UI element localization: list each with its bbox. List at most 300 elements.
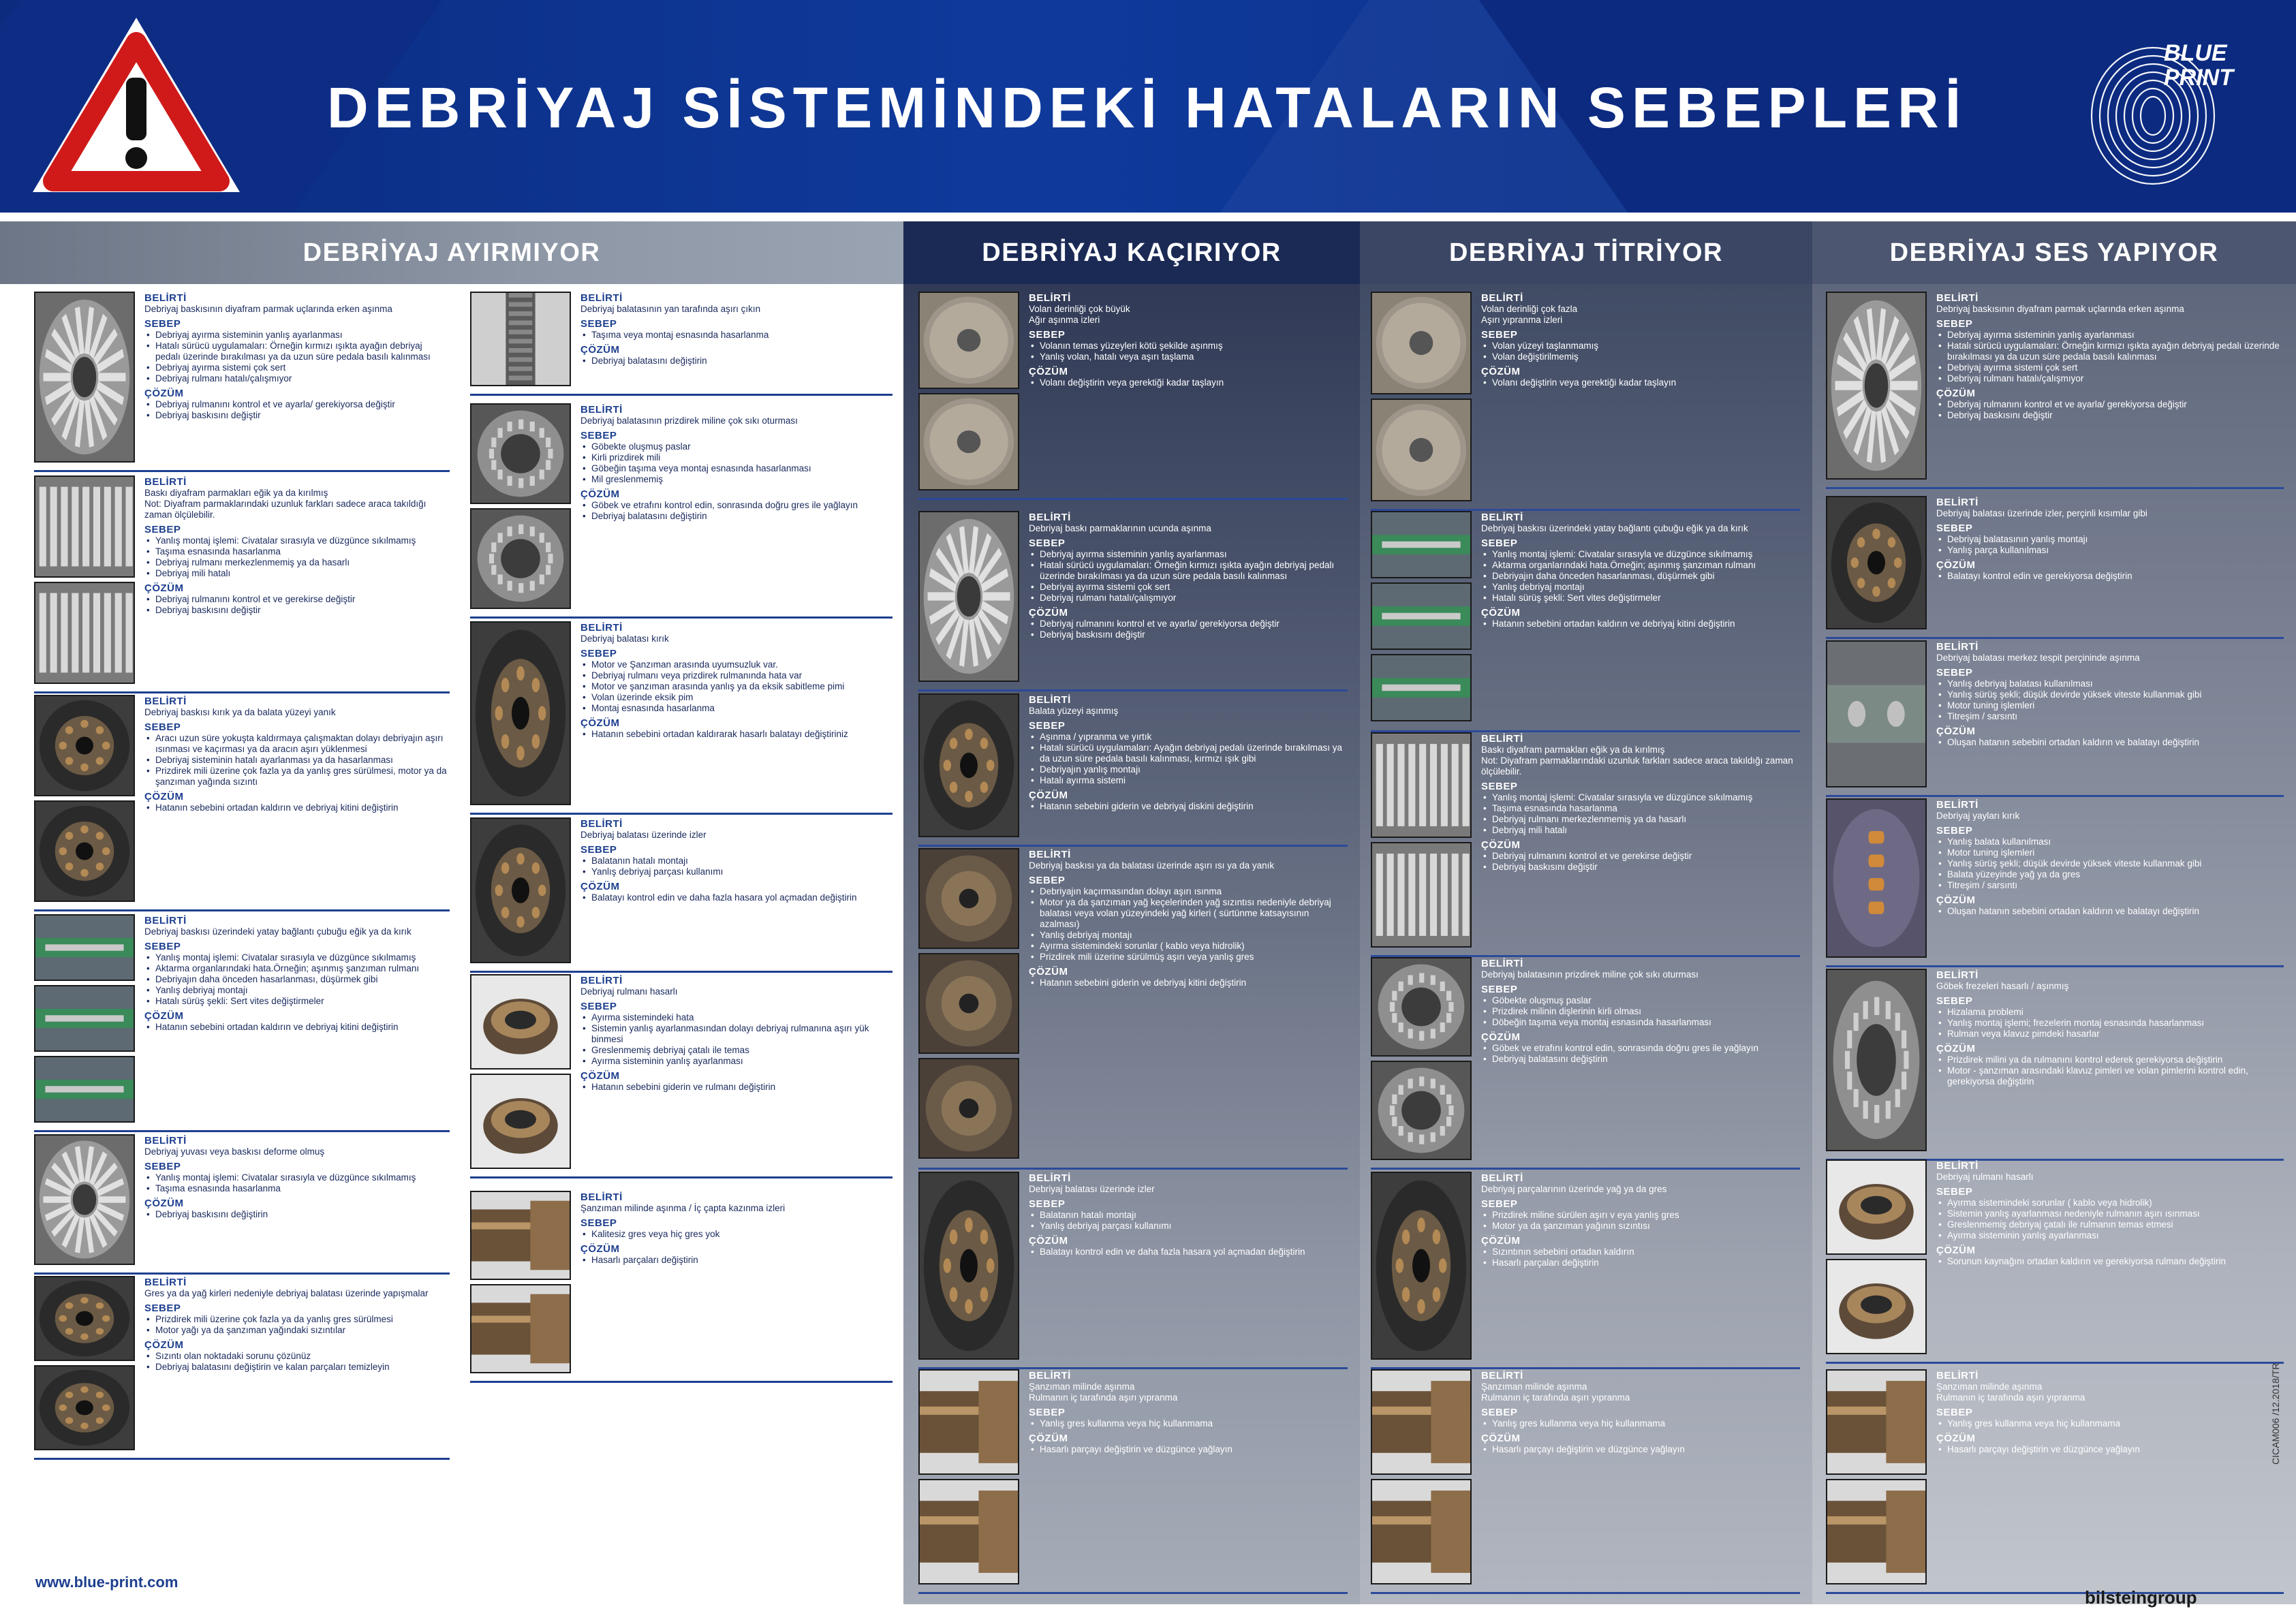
divider xyxy=(470,971,893,973)
list-item: • Debriyaj rulmanı hatalı/çalışmıyor xyxy=(1936,373,2281,384)
part-photo xyxy=(918,848,1019,949)
list-item: • Aşınma / yıpranma ve yırtık xyxy=(1029,732,1345,743)
bullet-list xyxy=(580,441,890,485)
bullet-list xyxy=(1481,549,1797,604)
bullet-list xyxy=(1481,995,1797,1028)
list-item: • Göbekte oluşmuş paslar xyxy=(580,441,890,452)
part-photo xyxy=(918,292,1019,389)
section-label: ÇÖZÜM xyxy=(580,717,620,729)
list-item: • Motor ya da şanzıman yağının sızıntısı xyxy=(1481,1221,1797,1232)
list-item: • Göbek ve etrafını kontrol edin, sonrasında doğru gres ile yağlayın xyxy=(1481,1043,1797,1054)
list-item: • Yanlış volan, hatalı veya aşırı taşlama xyxy=(1029,352,1345,362)
symptom-text: Debriyaj baskısının diyafram parmak uçlarında erken aşınma xyxy=(144,304,392,314)
section-label: BELİRTİ xyxy=(1936,1370,1979,1381)
symptom-text: Aşırı yıpranma izleri xyxy=(1481,315,1563,325)
section-label: SEBEP xyxy=(1936,1407,1973,1418)
section-label: ÇÖZÜM xyxy=(580,1243,620,1255)
list-item: • Taşıma veya montaj esnasında hasarlanma xyxy=(580,330,890,341)
bullet-list xyxy=(1029,341,1345,362)
section-label: SEBEP xyxy=(580,844,617,856)
section-label: SEBEP xyxy=(1936,825,1973,837)
section-label: SEBEP xyxy=(1481,1407,1518,1418)
section-label: ÇÖZÜM xyxy=(1029,1433,1068,1444)
section-label: ÇÖZÜM xyxy=(1481,1433,1521,1444)
bullet-list xyxy=(1936,571,2281,582)
list-item: • Motor ve şanzıman arasında yanlış ya da eksik sabitleme pimi xyxy=(580,681,890,692)
symptom-text: Debriyaj baskısı üzerindeki yatay bağlantı çubuğu eğik ya da kırık xyxy=(1481,523,1748,533)
part-photo xyxy=(1826,798,1927,958)
section-label: SEBEP xyxy=(1029,720,1066,732)
list-item: • Hasarlı parçaları değiştirin xyxy=(1481,1258,1797,1268)
section-label: ÇÖZÜM xyxy=(1029,966,1068,978)
column-title-ayirmiyor: DEBRİYAJ AYIRMIYOR xyxy=(302,238,601,267)
section-label: BELİRTİ xyxy=(144,1277,187,1288)
list-item: • Yanlış montaj işlemi: Civatalar sırasıyla ve düzgünce sıkılmamış xyxy=(1481,549,1797,560)
list-item: • Volanı değiştirin veya gerektiği kadar taşlayın xyxy=(1029,377,1345,388)
section-label: BELİRTİ xyxy=(1936,969,1979,981)
bullet-list xyxy=(1029,978,1345,988)
part-photo xyxy=(1371,842,1472,948)
section-label: SEBEP xyxy=(580,1217,617,1229)
bullet-list xyxy=(580,1082,890,1093)
bullet-list xyxy=(1936,1418,2281,1429)
divider xyxy=(918,845,1348,847)
entry-e3 xyxy=(1826,640,2284,797)
bullet-list xyxy=(1029,732,1345,786)
bullet-list xyxy=(144,1351,447,1373)
entry-e4 xyxy=(1826,798,2284,967)
divider xyxy=(1371,1168,1800,1170)
divider xyxy=(918,689,1348,691)
list-item: • Balatayı kontrol edin ve daha fazla hasara yol açmadan değiştirin xyxy=(1029,1247,1345,1258)
section-label: SEBEP xyxy=(1481,329,1518,341)
list-item: • Titreşim / sarsıntı xyxy=(1936,711,2281,722)
part-photo xyxy=(34,1365,135,1450)
part-photo xyxy=(1826,640,1927,787)
list-item: • Hasarlı parçayı değiştirin ve düzgünce yağlayın xyxy=(1936,1444,2281,1455)
entry-d5 xyxy=(1371,1172,1800,1369)
entry-b4 xyxy=(470,817,893,973)
list-item: • Prizdirek mili üzerine çok fazla ya da yanlış gres sürülmesi xyxy=(144,1314,447,1325)
list-item: • Debriyaj ayırma sisteminin yanlış ayarlanması xyxy=(144,330,447,341)
section-label: BELİRTİ xyxy=(1936,799,1979,811)
document-code: CICAM006 /12.2018/TR xyxy=(2270,1362,2281,1465)
section-label: ÇÖZÜM xyxy=(144,791,184,802)
section-label: BELİRTİ xyxy=(1481,958,1523,969)
part-photo xyxy=(1826,1369,1927,1475)
part-photo xyxy=(918,693,1019,837)
bullet-list xyxy=(1029,549,1345,604)
section-label: SEBEP xyxy=(1029,1407,1066,1418)
list-item: • Debriyaj rulmanı merkezlenmemiş ya da hasarlı xyxy=(1481,814,1797,825)
list-item: • Debriyaj baskısını değiştir xyxy=(1936,410,2281,421)
section-label: ÇÖZÜM xyxy=(580,881,620,892)
section-label: BELİRTİ xyxy=(144,1135,187,1146)
symptom-text: Göbek frezeleri hasarlı / aşınmış xyxy=(1936,981,2069,991)
section-label: BELİRTİ xyxy=(1936,1160,1979,1172)
entry-e5 xyxy=(1826,969,2284,1161)
list-item: • Debriyaj baskısını değiştir xyxy=(1029,629,1345,640)
list-item: • Yanlış montaj işlemi; frezelerin montaj esnasında hasarlanması xyxy=(1936,1018,2281,1029)
section-label: ÇÖZÜM xyxy=(580,488,620,500)
list-item: • Yanlış debriyaj balatası kullanılması xyxy=(1936,678,2281,689)
part-photo xyxy=(470,974,571,1069)
list-item: • Debriyaj ayırma sistemi çok sert xyxy=(1029,582,1345,593)
bullet-list xyxy=(1029,1247,1345,1258)
part-photo xyxy=(34,1134,135,1265)
section-label: ÇÖZÜM xyxy=(1936,559,1976,571)
bullet-list xyxy=(580,729,890,740)
entry-a5 xyxy=(34,1134,450,1275)
list-item: • Hatalı sürücü uygulamaları: Örneğin kırmızı ışıkta ayağın debriyaj pedalı üzerinde bırakılması ya da uzun süre pedala basılı kalınması xyxy=(1936,341,2281,362)
part-photo xyxy=(1371,511,1472,578)
list-item: • Debriyaj ayırma sistemi çok sert xyxy=(1936,362,2281,373)
bullet-list xyxy=(144,802,447,813)
divider xyxy=(918,498,1348,500)
list-item: • Debriyajın daha önceden hasarlanması, düşürmek gibi xyxy=(1481,571,1797,582)
symptom-text: Baskı diyafram parmakları eğik ya da kırılmış xyxy=(144,488,328,498)
divider xyxy=(1826,1592,2284,1594)
part-photo xyxy=(470,508,571,609)
entry-c6 xyxy=(918,1369,1348,1594)
part-photo xyxy=(1371,1172,1472,1360)
symptom-text: Debriyaj balatasının prizdirek miline çok sıkı oturması xyxy=(1481,969,1698,980)
section-label: ÇÖZÜM xyxy=(144,1010,184,1022)
entry-e2 xyxy=(1826,496,2284,639)
section-label: BELİRTİ xyxy=(1936,641,1979,653)
list-item: • Göbek ve etrafını kontrol edin, sonrasında doğru gres ile yağlayın xyxy=(580,500,890,511)
section-label: ÇÖZÜM xyxy=(1029,790,1068,801)
section-label: BELİRTİ xyxy=(144,292,187,304)
entry-e6 xyxy=(1826,1159,2284,1364)
list-item: • Balata yüzeyinde yağ ya da gres xyxy=(1936,869,2281,880)
list-item: • Debriyaj rulmanını kontrol et ve gerekirse değiştir xyxy=(144,594,447,605)
list-item: • Ayırma sisteminin yanlış ayarlanması xyxy=(1936,1230,2281,1241)
list-item: • Yanlış gres kullanma veya hiç kullanmama xyxy=(1029,1418,1345,1429)
entry-c4 xyxy=(918,848,1348,1170)
list-item: • Oluşan hatanın sebebini ortadan kaldırın ve balatayı değiştirin xyxy=(1936,737,2281,748)
section-label: BELİRTİ xyxy=(1029,512,1071,523)
bullet-list xyxy=(1936,1256,2281,1267)
list-item: • Taşıma esnasında hasarlanma xyxy=(1481,803,1797,814)
note-text: Not: Diyafram parmaklarındaki uzunluk farkları sadece araca takıldığı zaman ölçülebilir. xyxy=(1481,755,1793,777)
bullet-list xyxy=(580,892,890,903)
section-label: BELİRTİ xyxy=(580,622,623,634)
symptom-text: Debriyaj yuvası veya baskısı deforme olmuş xyxy=(144,1146,325,1157)
bullet-list xyxy=(1936,1007,2281,1040)
divider xyxy=(1826,965,2284,967)
note-text: Not: Diyafram parmaklarındaki uzunluk farkları sadece araca takıldığı zaman ölçülebilir. xyxy=(144,499,426,520)
list-item: • Hatalı ayırma sistemi xyxy=(1029,775,1345,786)
list-item: • Greslenmemiş debriyaj çatalı ile rulmanın temas etmesi xyxy=(1936,1219,2281,1230)
symptom-text: Debriyaj rulmanı hasarlı xyxy=(1936,1172,2034,1182)
list-item: • Mil greslenmemiş xyxy=(580,474,890,485)
list-item: • Motor yağı ya da şanzıman yağındaki sızıntılar xyxy=(144,1325,447,1336)
list-item: • Taşıma esnasında hasarlanma xyxy=(144,1183,447,1194)
list-item: • Yanlış montaj işlemi: Civatalar sırasıyla ve düzgünce sıkılmamış xyxy=(144,1172,447,1183)
divider xyxy=(34,1130,450,1132)
list-item: • Debriyaj balatasının yanlış montajı xyxy=(1936,534,2281,545)
part-photo xyxy=(470,621,571,805)
list-item: • Hatalı sürücü uygulamaları: Örneğin kırmızı ışıkta ayağın debriyaj pedalı üzerinde bırakılması ya da uzun süre pedala basılı kalınması xyxy=(1029,560,1345,582)
list-item: • Ayırma sistemindeki hata xyxy=(580,1012,890,1023)
symptom-text: Debriyaj rulmanı hasarlı xyxy=(580,986,678,997)
section-label: BELİRTİ xyxy=(1029,694,1071,706)
bullet-list xyxy=(144,594,447,616)
part-photo xyxy=(1826,496,1927,629)
divider xyxy=(1371,1592,1800,1594)
part-photo xyxy=(918,1058,1019,1159)
bullet-list xyxy=(1029,886,1345,963)
section-label: BELİRTİ xyxy=(1481,292,1523,304)
section-label: SEBEP xyxy=(1936,522,1973,534)
section-label: SEBEP xyxy=(580,318,617,330)
bullet-list xyxy=(1481,851,1797,873)
list-item: • Oluşan hatanın sebebini ortadan kaldırın ve balatayı değiştirin xyxy=(1936,906,2281,917)
list-item: • Debriyaj ayırma sisteminin yanlış ayarlanması xyxy=(1029,549,1345,560)
bullet-list xyxy=(1936,837,2281,891)
list-item: • Motor tuning işlemleri xyxy=(1936,700,2281,711)
section-label: BELİRTİ xyxy=(1029,1370,1071,1381)
symptom-text: Ağır aşınma izleri xyxy=(1029,315,1100,325)
list-item: • Göbekte oluşmuş paslar xyxy=(1481,995,1797,1006)
part-photo xyxy=(1371,654,1472,721)
bullet-list xyxy=(1936,737,2281,748)
bullet-list xyxy=(144,733,447,787)
section-label: SEBEP xyxy=(1029,537,1066,549)
section-label: ÇÖZÜM xyxy=(1936,725,1976,737)
entry-b5 xyxy=(470,974,893,1178)
list-item: • Volan değiştirilmemiş xyxy=(1481,352,1797,362)
list-item: • Hatanın sebebini ortadan kaldırın ve debriyaj kitini değiştirin xyxy=(1481,619,1797,629)
symptom-text: Rulmanın iç tarafında aşırı yıpranma xyxy=(1481,1392,1630,1403)
bullet-list xyxy=(1936,906,2281,917)
bullet-list xyxy=(1936,678,2281,722)
symptom-text: Debriyaj balatası merkez tespit perçininde aşınma xyxy=(1936,653,2140,663)
column-title-titriyor: DEBRİYAJ TİTRİYOR xyxy=(1360,221,1812,284)
entry-a4 xyxy=(34,914,450,1132)
part-photo xyxy=(1826,1159,1927,1255)
part-photo xyxy=(918,393,1019,490)
list-item: • Sorunun kaynağını ortadan kaldırın ve gerekiyorsa rulmanı değiştirin xyxy=(1936,1256,2281,1267)
list-item: • Debriyaj balatasını değiştirin xyxy=(1481,1054,1797,1065)
list-item: • Ayırma sistemindeki sorunlar ( kablo veya hidrolik) xyxy=(1936,1198,2281,1208)
section-label: BELİRTİ xyxy=(1481,512,1523,523)
divider xyxy=(1826,487,2284,489)
part-photo xyxy=(918,511,1019,682)
part-photo xyxy=(470,817,571,963)
bullet-list xyxy=(1029,801,1345,812)
section-label: SEBEP xyxy=(144,1302,181,1314)
bullet-list xyxy=(580,1229,890,1240)
section-label: ÇÖZÜM xyxy=(144,1198,184,1209)
symptom-text: Debriyaj balatası kırık xyxy=(580,634,669,644)
list-item: • Sızıntının sebebini ortadan kaldırın xyxy=(1481,1247,1797,1258)
part-photo xyxy=(470,1284,571,1373)
list-item: • Hatanın sebebini ortadan kaldırarak hasarlı balatayı değiştiriniz xyxy=(580,729,890,740)
symptom-text: Debriyaj balatasının yan tarafında aşırı çıkın xyxy=(580,304,761,314)
bullet-list xyxy=(580,659,890,714)
divider xyxy=(918,1168,1348,1170)
list-item: • Titreşim / sarsıntı xyxy=(1936,880,2281,891)
part-photo xyxy=(470,292,571,386)
divider xyxy=(470,394,893,396)
bullet-list xyxy=(1936,330,2281,384)
section-label: SEBEP xyxy=(1029,1198,1066,1210)
entry-d3 xyxy=(1371,732,1800,957)
part-photo xyxy=(34,582,135,684)
section-label: SEBEP xyxy=(1481,1198,1518,1210)
section-label: BELİRTİ xyxy=(580,818,623,830)
divider xyxy=(1826,795,2284,797)
section-label: ÇÖZÜM xyxy=(1936,1433,1976,1444)
part-photo xyxy=(1371,1061,1472,1160)
list-item: • Debriyaj rulmanı hatalı/çalışmıyor xyxy=(144,373,447,384)
list-item: • Debriyaj sisteminin hatalı ayarlanması ya da hasarlanması xyxy=(144,755,447,766)
bullet-list xyxy=(144,1209,447,1220)
list-item: • Debriyaj balatasını değiştirin ve kalan parçaları temizleyin xyxy=(144,1362,447,1373)
list-item: • Prizdirek mili üzerine sürülmüş aşırı veya yanlış gres xyxy=(1029,952,1345,963)
symptom-text: Baskı diyafram parmakları eğik ya da kırılmış xyxy=(1481,745,1665,755)
list-item: • Debriyaj baskısını değiştir xyxy=(144,410,447,421)
divider xyxy=(34,1458,450,1460)
entry-b6 xyxy=(470,1191,893,1383)
section-label: BELİRTİ xyxy=(144,476,187,488)
symptom-text: Balata yüzeyi aşınmış xyxy=(1029,706,1119,716)
section-label: BELİRTİ xyxy=(1029,1172,1071,1184)
symptom-text: Debriyaj baskısının diyafram parmak uçlarında erken aşınma xyxy=(1936,304,2184,314)
section-label: ÇÖZÜM xyxy=(1481,839,1521,851)
list-item: • Debriyaj balatasını değiştirin xyxy=(580,356,890,366)
divider xyxy=(34,691,450,693)
symptom-text: Debriyaj baskısı kırık ya da balata yüzeyi yanık xyxy=(144,707,336,717)
entry-d2 xyxy=(1371,511,1800,732)
list-item: • Debriyajın kaçırmasından dolayı aşırı ısınma xyxy=(1029,886,1345,897)
website-link[interactable]: www.blue-print.com xyxy=(35,1574,179,1591)
part-photo xyxy=(1371,1369,1472,1475)
entry-c3 xyxy=(918,693,1348,847)
list-item: • Greslenmemiş debriyaj çatalı ile temas xyxy=(580,1045,890,1056)
bullet-list xyxy=(1481,1210,1797,1232)
part-photo xyxy=(1371,732,1472,838)
list-item: • Hatalı sürüş şekli: Sert vites değiştirmeler xyxy=(144,996,447,1007)
part-photo xyxy=(470,403,571,504)
symptom-text: Rulmanın iç tarafında aşırı yıpranma xyxy=(1936,1392,2085,1403)
divider xyxy=(34,470,450,472)
bullet-list xyxy=(580,356,890,366)
list-item: • Debriyaj rulmanını kontrol et ve ayarla/ gerekiyorsa değiştir xyxy=(1029,619,1345,629)
symptom-text: Debriyaj balatası üzerinde izler xyxy=(1029,1184,1155,1194)
brand-name: BLUE PRINT xyxy=(2164,40,2233,91)
section-label: BELİRTİ xyxy=(1029,849,1071,860)
entry-a1 xyxy=(34,292,450,472)
symptom-text: Şanzıman milinde aşınma xyxy=(1936,1381,2043,1392)
divider xyxy=(34,909,450,911)
list-item: • Balatanın hatalı montajı xyxy=(1029,1210,1345,1221)
list-item: • Debriyaj mili hatalı xyxy=(1481,825,1797,836)
list-item: • Yanlış debriyaj montajı xyxy=(144,985,447,996)
bullet-list xyxy=(580,1255,890,1266)
list-item: • Yanlış debriyaj parçası kullanımı xyxy=(1029,1221,1345,1232)
part-photo xyxy=(1826,969,1927,1151)
bullet-list xyxy=(1029,1210,1345,1232)
bullet-list xyxy=(144,952,447,1007)
entry-a3 xyxy=(34,695,450,911)
bullet-list xyxy=(1936,1055,2281,1087)
list-item: • Volanı değiştirin veya gerektiği kadar taşlayın xyxy=(1481,377,1797,388)
bullet-list xyxy=(1029,1444,1345,1455)
bullet-list xyxy=(580,856,890,877)
section-label: ÇÖZÜM xyxy=(144,1339,184,1351)
list-item: • Debriyajın yanlış montajı xyxy=(1029,764,1345,775)
divider xyxy=(1826,637,2284,639)
list-item: • Taşıma esnasında hasarlanma xyxy=(144,546,447,557)
list-item: • Aktarma organlarındaki hata.Örneğin; aşınmış şanzıman rulmanı xyxy=(144,963,447,974)
bullet-list xyxy=(580,1012,890,1067)
entry-d1 xyxy=(1371,292,1800,511)
part-photo xyxy=(34,695,135,796)
list-item: • Yanlış balata kullanılması xyxy=(1936,837,2281,847)
list-item: • Debriyaj rulmanını kontrol et ve ayarla/ gerekiyorsa değiştir xyxy=(1936,399,2281,410)
list-item: • Volanın temas yüzeyleri kötü şekilde aşınmış xyxy=(1029,341,1345,352)
section-label: BELİRTİ xyxy=(1936,497,1979,508)
list-item: • Hatanın sebebini giderin ve debriyaj diskini değiştirin xyxy=(1029,801,1345,812)
part-photo xyxy=(34,1056,135,1123)
column-title-ses-yapiyor: DEBRİYAJ SES YAPIYOR xyxy=(1812,221,2296,284)
entry-c1 xyxy=(918,292,1348,500)
section-label: ÇÖZÜM xyxy=(1936,1245,1976,1256)
section-label: BELİRTİ xyxy=(1936,292,1979,304)
section-label: ÇÖZÜM xyxy=(1936,388,1976,399)
bullet-list xyxy=(1029,619,1345,640)
section-label: SEBEP xyxy=(1029,875,1066,886)
entry-c5 xyxy=(918,1172,1348,1369)
list-item: • Hasarlı parçayı değiştirin ve düzgünce yağlayın xyxy=(1029,1444,1345,1455)
section-label: SEBEP xyxy=(1481,781,1518,792)
part-photo xyxy=(34,800,135,902)
symptom-text: Şanzıman milinde aşınma / İç çapta kazınma izleri xyxy=(580,1203,786,1213)
section-label: ÇÖZÜM xyxy=(1029,366,1068,377)
section-label: BELİRTİ xyxy=(580,404,623,416)
section-label: ÇÖZÜM xyxy=(1936,894,1976,906)
part-photo xyxy=(918,953,1019,1054)
section-label: BELİRTİ xyxy=(144,696,187,707)
section-label: SEBEP xyxy=(144,318,181,330)
bullet-list xyxy=(1481,1043,1797,1065)
section-label: ÇÖZÜM xyxy=(1029,1235,1068,1247)
bullet-list xyxy=(1481,1247,1797,1268)
symptom-text: Rulmanın iç tarafında aşırı yıpranma xyxy=(1029,1392,1178,1403)
list-item: • Debriyaj rulmanı hatalı/çalışmıyor xyxy=(1029,593,1345,604)
bullet-list xyxy=(144,1314,447,1336)
list-item: • Hasarlı parçayı değiştirin ve düzgünce yağlayın xyxy=(1481,1444,1797,1455)
bullet-list xyxy=(1029,1418,1345,1429)
bullet-list xyxy=(144,1172,447,1194)
list-item: • Motor ya da şanzıman yağ keçelerinden yağ sızıntısı nedeniyle debriyaj balatası veya volan yüzeyindeki yağ kirleri ( sürtünme katsayısının azalması) xyxy=(1029,897,1345,930)
list-item: • Ayırma sistemindeki sorunlar ( kablo veya hidrolik) xyxy=(1029,941,1345,952)
part-photo xyxy=(918,1479,1019,1584)
divider xyxy=(470,1381,893,1383)
entry-e7 xyxy=(1826,1369,2284,1594)
divider xyxy=(470,616,893,619)
list-item: • Hatanın sebebini ortadan kaldırın ve debriyaj kitini değiştirin xyxy=(144,802,447,813)
section-label: ÇÖZÜM xyxy=(580,1070,620,1082)
list-item: • Aktarma organlarındaki hata.Örneğin; aşınmış şanzıman rulmanı xyxy=(1481,560,1797,571)
list-item: • Hatalı sürücü uygulamaları: Ayağın debriyaj pedalı üzerinde bırakılması ya da uzun süre pedala basılı kalınması, kırmızı ışık gibi xyxy=(1029,743,1345,764)
divider xyxy=(918,1592,1348,1594)
section-label: BELİRTİ xyxy=(1481,1172,1523,1184)
section-label: BELİRTİ xyxy=(1481,733,1523,745)
